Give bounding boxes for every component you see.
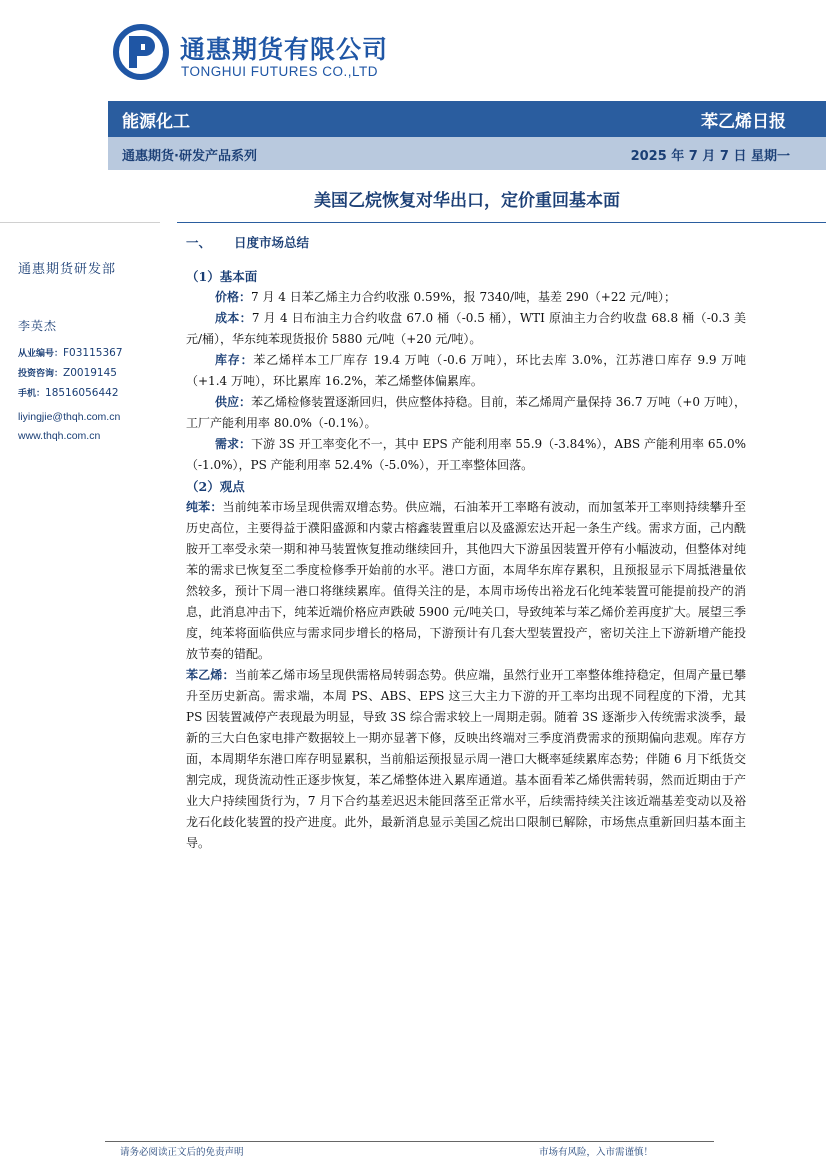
phone-value: 18516056442 — [45, 387, 119, 399]
report-title: 美国乙烷恢复对华出口，定价重回基本面 — [314, 191, 620, 211]
cert-number — [18, 346, 168, 359]
header-bar — [108, 101, 826, 137]
company-name-en: TONGHUI FUTURES CO.,LTD — [181, 64, 379, 79]
inventory-text: 苯乙烯样本工厂库存 19.4 万吨（-0.6 万吨），环比去库 3.0%，江苏港口库存 9.9 万吨（+1.4 万吨），环比累库 16.2%，苯乙烯整体偏累库。 — [186, 353, 746, 388]
supply-text: 苯乙烯检修装置逐渐回归，供应整体持稳。目前，苯乙烯周产量保持 36.7 万吨（+0 万吨），工厂产能利用率 80.0%（-0.1%）。 — [186, 395, 746, 430]
styrene-label: 苯乙烯： — [186, 668, 235, 682]
series-label: 通惠期货·研发产品系列 — [122, 149, 257, 164]
company-name-cn: 通惠期货有限公司 — [180, 35, 389, 64]
sector-label: 能源化工 — [122, 112, 190, 132]
website-link[interactable]: www.thqh.com.cn — [18, 430, 101, 442]
inventory-paragraph — [186, 350, 746, 392]
advisory-label: 投资咨询： — [18, 369, 64, 379]
advisory-number — [18, 366, 168, 379]
benzene-text: 当前纯苯市场呈现供需双增态势。供应端，石油苯开工率略有波动，而加氢苯开工率则持续攀升至历史高位，主要得益于濮阳盛源和内蒙古榕鑫装置重启以及盛源宏达开起一条生产线。需求方面，己内酰胺开工率受永荣一期和神马装置恢复推动继续回升，其他四大下游虽因装置开停有小幅波动，但整体对纯苯的需求已恢复至二季度检修季开始前的水平。港口方面，本周华东库存累积，且预报显示下周抵港量依然较多，预计下周一港口将继续累库。值得关注的是，本周市场传出裕龙石化纯苯装置可能提前投产的消息，此消息冲击下，纯苯近端价格应声跌破 5900 元/吨关口，导致纯苯与苯乙烯价差再度扩大。展望三季度，纯苯将面临供应与需求同步增长的格局，下游预计有几套大型装置投产，密切关注上下游新增产能投放节奏的错配。 — [186, 500, 746, 661]
report-type-label: 苯乙烯日报 — [701, 112, 786, 132]
tonghui-logo-icon — [113, 24, 169, 80]
title-divider — [177, 222, 826, 223]
styrene-text: 当前苯乙烯市场呈现供需格局转弱态势。供应端，虽然行业开工率整体维持稳定，但周产量已攀升至历史新高。需求端，本周 PS、ABS、EPS 这三大主力下游的开工率均出现不同程度的下滑，尤其 PS 因装置减停产表现最为明显，导致 3S 综合需求较上一周期走弱。随着 3S 逐渐步入传统需求淡季，最新的三大白色家电排产数据较上一期亦显著下修，反映出终端对三季度消费需求的预期偏向悲观。库存方面，本周期华东港口库存明显累积，当前船运预报显示周一港口大概率延续累库态势；伴随 6 月下纸货交割完成，现货流动性正逐步恢复，苯乙烯整体进入累库通道。基本面看苯乙烯供需转弱，然而近期由于产业大户持续囤货行为，7 月下合约基差迟迟未能回落至正常水平，后续需持续关注该近端基差变动以及裕龙石化歧化装置的投产进度。此外，最新消息显示美国乙烷出口限制已解除，市场焦点重新回归基本面主导。 — [186, 668, 746, 850]
section-title: 日度市场总结 — [234, 235, 310, 250]
section-heading — [186, 232, 746, 253]
cert-label: 从业编号： — [18, 349, 64, 359]
benzene-paragraph — [186, 497, 746, 665]
price-text: 7 月 4 日苯乙烯主力合约收涨 0.59%，报 7340/吨，基差 290（+22 元/吨）； — [251, 290, 676, 304]
views-heading: （2）观点 — [186, 479, 245, 494]
analyst-name: 李英杰 — [18, 319, 58, 333]
styrene-paragraph — [186, 665, 746, 854]
inventory-label: 库存： — [215, 353, 254, 367]
basics-heading: （1）基本面 — [186, 269, 258, 284]
cost-text: 7 月 4 日布油主力合约收盘 67.0 桶（-0.5 桶），WTI 原油主力合约收盘 68.8 桶（-0.3 美元/桶），华东纯苯现货报价 5880 元/吨（+20 元/吨）。 — [186, 311, 746, 346]
supply-paragraph — [186, 392, 746, 434]
demand-paragraph — [186, 434, 746, 476]
section-number: 一、 — [186, 235, 212, 250]
cost-label: 成本： — [215, 311, 252, 325]
advisory-value: Z0019145 — [63, 367, 117, 379]
demand-text: 下游 3S 开工率变化不一，其中 EPS 产能利用率 55.9（-3.84%），ABS 产能利用率 65.0%（-1.0%），PS 产能利用率 52.4%（-5.0%），开工率整体回落。 — [186, 437, 746, 472]
risk-note: 市场有风险，入市需谨慎！ — [539, 1147, 654, 1158]
price-label: 价格： — [215, 290, 252, 304]
sidebar — [18, 258, 168, 442]
phone-label: 手机： — [18, 389, 46, 399]
benzene-label: 纯苯： — [186, 500, 223, 514]
footer-divider — [105, 1141, 714, 1142]
cost-paragraph — [186, 308, 746, 350]
email-link[interactable]: liyingjie@thqh.com.cn — [18, 411, 121, 423]
supply-label: 供应： — [215, 395, 252, 409]
department: 通惠期货研发部 — [18, 262, 117, 277]
report-date: 2025 年 7 月 7 日 星期一 — [630, 149, 790, 164]
subheader-bar — [108, 137, 826, 170]
disclaimer-note: 请务必阅读正文后的免责声明 — [120, 1147, 244, 1158]
sidebar-divider — [0, 222, 160, 223]
cert-value: F03115367 — [63, 347, 123, 359]
report-body — [186, 232, 746, 854]
demand-label: 需求： — [215, 437, 252, 451]
price-paragraph — [186, 287, 746, 308]
phone — [18, 386, 168, 399]
